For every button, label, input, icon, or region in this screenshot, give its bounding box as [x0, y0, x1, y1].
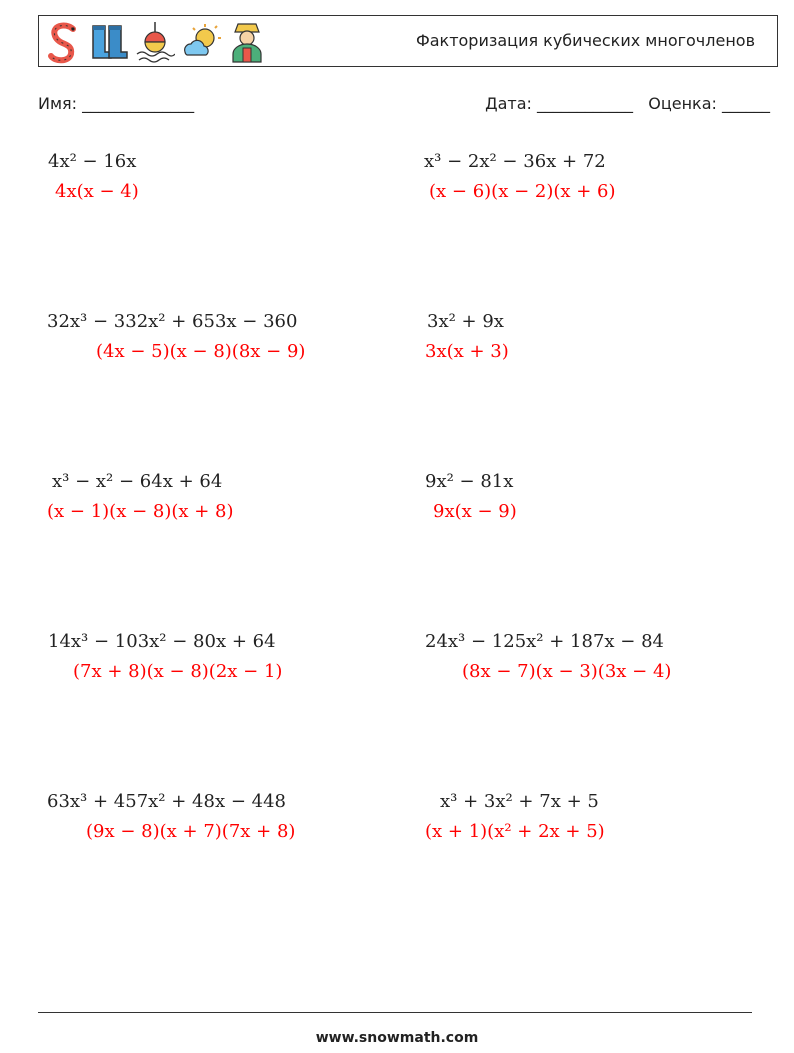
grade-field: Оценка: ______ — [648, 94, 770, 113]
problem-1: 4x² − 16x — [48, 151, 137, 172]
problem-6: 9x² − 81x — [425, 471, 514, 492]
answer-3: (4x − 5)(x − 8)(8x − 9) — [96, 341, 306, 362]
date-field: Дата: ____________ — [485, 94, 633, 113]
answer-6: 9x(x − 9) — [433, 501, 517, 522]
date-grade-fields — [485, 94, 770, 113]
answer-7: (7x + 8)(x − 8)(2x − 1) — [73, 661, 283, 682]
problem-2: x³ − 2x² − 36x + 72 — [424, 151, 606, 172]
worksheet-title: Факторизация кубических многочленов — [415, 31, 755, 50]
footer-website: www.snowmath.com — [315, 1030, 479, 1046]
sun-cloud-icon — [179, 20, 223, 64]
fisherman-icon — [227, 20, 267, 64]
header-icons — [43, 20, 267, 64]
answer-2: (x − 6)(x − 2)(x + 6) — [429, 181, 616, 202]
fishing-float-icon — [135, 20, 175, 64]
problem-9: 63x³ + 457x² + 48x − 448 — [47, 791, 286, 812]
problem-4: 3x² + 9x — [427, 311, 504, 332]
answer-5: (x − 1)(x − 8)(x + 8) — [47, 501, 234, 522]
worm-icon — [43, 20, 83, 64]
footer-divider — [38, 1012, 752, 1013]
boots-icon — [87, 20, 131, 64]
answer-1: 4x(x − 4) — [55, 181, 139, 202]
problem-3: 32x³ − 332x² + 653x − 360 — [47, 311, 298, 332]
answer-9: (9x − 8)(x + 7)(7x + 8) — [86, 821, 296, 842]
problem-5: x³ − x² − 64x + 64 — [52, 471, 223, 492]
answer-8: (8x − 7)(x − 3)(3x − 4) — [462, 661, 672, 682]
answer-4: 3x(x + 3) — [425, 341, 509, 362]
name-field: Имя: ______________ — [38, 94, 195, 113]
answer-10: (x + 1)(x² + 2x + 5) — [425, 821, 605, 842]
problem-7: 14x³ − 103x² − 80x + 64 — [48, 631, 276, 652]
problem-10: x³ + 3x² + 7x + 5 — [440, 791, 599, 812]
problem-8: 24x³ − 125x² + 187x − 84 — [425, 631, 664, 652]
worksheet-header — [38, 15, 778, 67]
